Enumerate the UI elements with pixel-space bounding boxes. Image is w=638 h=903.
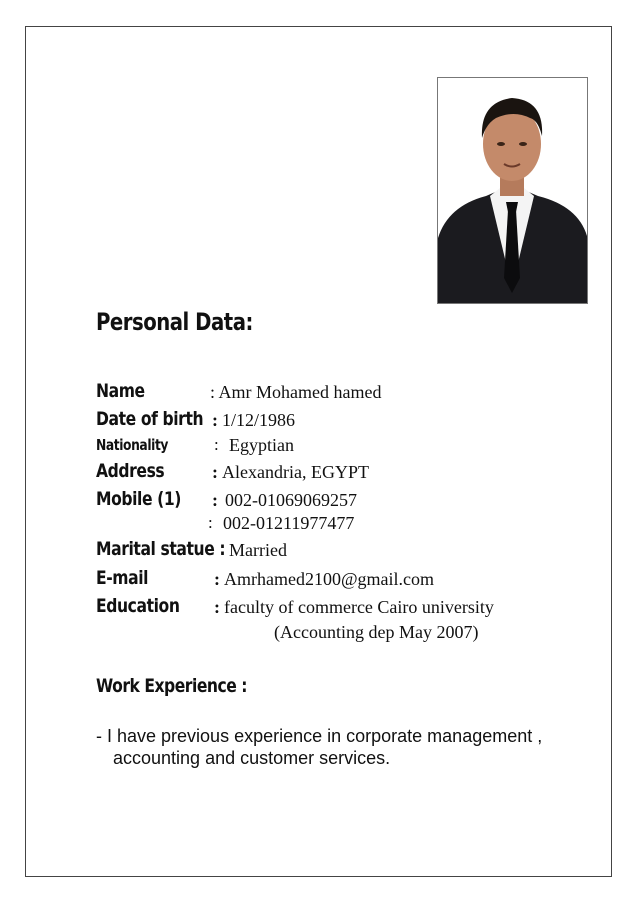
email-value: Amrhamed2100@gmail.com xyxy=(224,569,435,589)
dob-value: 1/12/1986 xyxy=(222,410,296,430)
profile-photo xyxy=(437,77,588,304)
education-value: faculty of commerce Cairo university xyxy=(224,597,494,617)
email-colon: : xyxy=(214,569,220,589)
address-value: Alexandria, EGYPT xyxy=(222,462,369,482)
nationality-colon: : xyxy=(214,435,219,454)
email-row xyxy=(0,569,638,595)
address-row xyxy=(0,462,638,488)
mobile2-row xyxy=(0,513,638,539)
dob-row xyxy=(0,410,638,436)
nationality-label: Nationality xyxy=(96,436,169,454)
nationality-row xyxy=(0,435,638,461)
mobile-value: 002-01069069257 xyxy=(225,490,357,510)
education-row-2 xyxy=(0,622,638,648)
work-experience-heading: Work Experience : xyxy=(96,675,247,697)
personal-data-heading: Personal Data: xyxy=(96,308,253,336)
education-row xyxy=(0,597,638,623)
education-label: Education xyxy=(96,595,180,617)
marital-row xyxy=(0,540,638,566)
education-colon: : xyxy=(214,597,220,617)
mobile2-colon: : xyxy=(208,513,213,532)
name-label: Name xyxy=(96,380,145,402)
nationality-value: Egyptian xyxy=(229,435,294,455)
address-label: Address xyxy=(96,460,165,482)
mobile2-value: 002-01211977477 xyxy=(223,513,355,533)
email-label: E-mail xyxy=(96,567,149,589)
address-colon: : xyxy=(212,462,218,482)
mobile-colon: : xyxy=(212,490,218,510)
marital-value: Married xyxy=(229,540,287,560)
name-value: : Amr Mohamed hamed xyxy=(210,382,382,402)
dob-colon: : xyxy=(212,410,218,430)
name-row xyxy=(0,382,638,408)
work-experience-text xyxy=(96,725,596,769)
mobile-label: Mobile (1) xyxy=(96,488,182,510)
work-line-1: - I have previous experience in corporate management , xyxy=(96,726,543,746)
education-value-2: (Accounting dep May 2007) xyxy=(274,622,479,642)
marital-label: Marital statue : xyxy=(96,538,226,560)
work-line-2: accounting and customer services. xyxy=(113,748,391,768)
dob-label: Date of birth xyxy=(96,408,204,430)
